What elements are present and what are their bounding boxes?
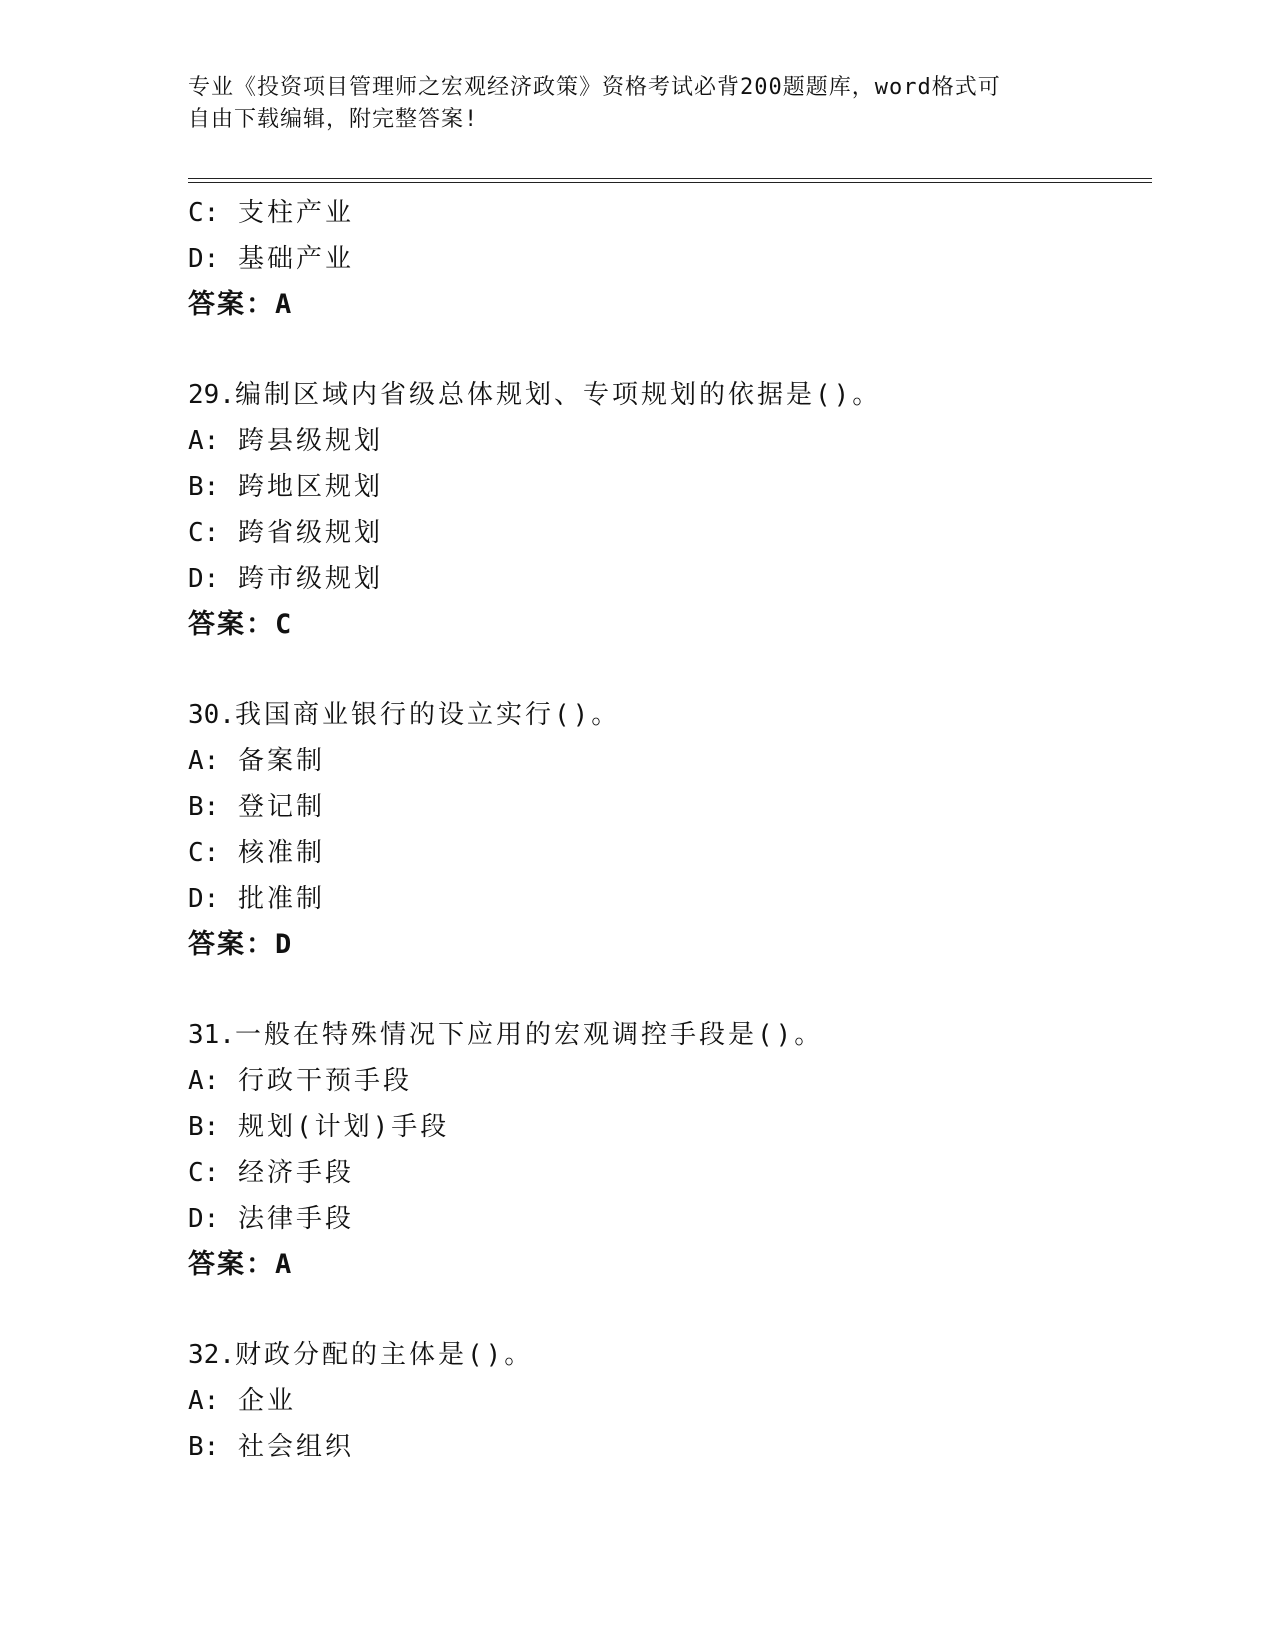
- option-a: A: 行政干预手段: [188, 1066, 412, 1096]
- question-spacer: [188, 328, 1148, 372]
- option-text: 经济手段: [237, 1158, 354, 1188]
- question-number: 31.: [188, 1020, 235, 1050]
- option-text: 跨地区规划: [237, 472, 383, 502]
- question-28-partial: [188, 190, 1148, 328]
- option-text: 备案制: [237, 746, 325, 776]
- answer-line: 答案：A: [188, 1249, 294, 1280]
- option-text: 法律手段: [237, 1204, 354, 1234]
- question-text: 财政分配的主体是()。: [234, 1340, 534, 1370]
- option-c: C: 跨省级规划: [188, 518, 383, 548]
- option-d: D: 基础产业: [188, 244, 354, 274]
- option-text: 跨县级规划: [237, 426, 383, 456]
- option-text: 核准制: [237, 838, 325, 868]
- option-b: B: 规划(计划)手段: [188, 1112, 450, 1142]
- question-text: 一般在特殊情况下应用的宏观调控手段是()。: [234, 1020, 824, 1050]
- option-c: C: 支柱产业: [188, 198, 354, 228]
- option-text: 跨省级规划: [237, 518, 383, 548]
- question-spacer: [188, 648, 1148, 692]
- option-b: B: 登记制: [188, 792, 325, 822]
- option-text: 企业: [237, 1386, 296, 1416]
- question-text: 编制区域内省级总体规划、专项规划的依据是()。: [234, 380, 882, 410]
- option-d: D: 跨市级规划: [188, 564, 383, 594]
- option-a: A: 备案制: [188, 746, 325, 776]
- question-stem: [188, 1332, 1148, 1378]
- option-text: 批准制: [237, 884, 325, 914]
- question-number: 32.: [188, 1340, 235, 1370]
- question-31: [188, 1012, 1148, 1288]
- option-c: C: 核准制: [188, 838, 325, 868]
- question-list: [188, 190, 1148, 1470]
- question-stem: [188, 372, 1148, 418]
- question-spacer: [188, 1288, 1148, 1332]
- question-stem: [188, 1012, 1148, 1058]
- question-stem: [188, 692, 1148, 738]
- question-32: [188, 1332, 1148, 1470]
- option-d: D: 法律手段: [188, 1204, 354, 1234]
- option-text: 规划(计划)手段: [237, 1112, 450, 1142]
- option-text: 登记制: [237, 792, 325, 822]
- option-b: B: 社会组织: [188, 1432, 354, 1462]
- option-a: A: 企业: [188, 1386, 296, 1416]
- option-d: D: 批准制: [188, 884, 325, 914]
- option-text: 跨市级规划: [237, 564, 383, 594]
- document-header: [188, 72, 1088, 136]
- option-text: 支柱产业: [237, 198, 354, 228]
- question-29: [188, 372, 1148, 648]
- option-text: 行政干预手段: [237, 1066, 412, 1096]
- header-line-2: 自由下载编辑，附完整答案!: [188, 107, 479, 132]
- option-text: 社会组织: [237, 1432, 354, 1462]
- question-text: 我国商业银行的设立实行()。: [234, 700, 621, 730]
- question-number: 29.: [188, 380, 235, 410]
- option-a: A: 跨县级规划: [188, 426, 383, 456]
- header-divider: [188, 178, 1152, 183]
- answer-line: 答案：D: [188, 929, 294, 960]
- question-number: 30.: [188, 700, 235, 730]
- option-b: B: 跨地区规划: [188, 472, 383, 502]
- option-c: C: 经济手段: [188, 1158, 354, 1188]
- answer-line: 答案：A: [188, 289, 294, 320]
- question-30: [188, 692, 1148, 968]
- option-text: 基础产业: [237, 244, 354, 274]
- answer-line: 答案：C: [188, 609, 294, 640]
- question-spacer: [188, 968, 1148, 1012]
- header-line-1: 专业《投资项目管理师之宏观经济政策》资格考试必背200题题库，word格式可: [188, 75, 1001, 100]
